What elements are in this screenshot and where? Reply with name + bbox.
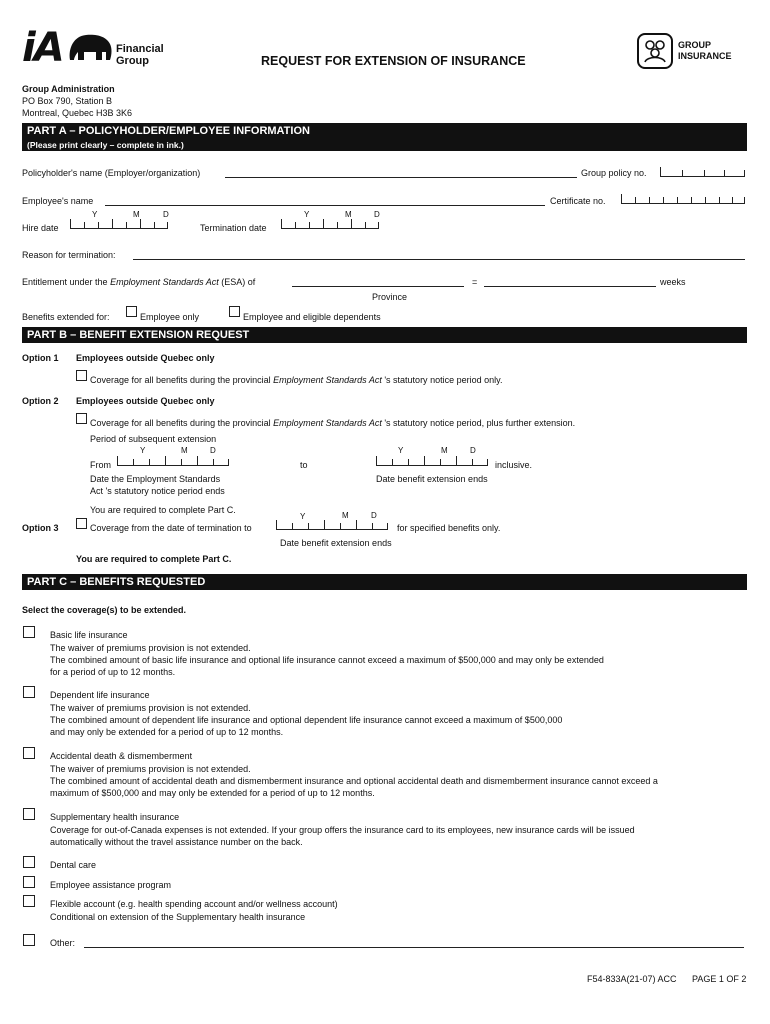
day-label: D bbox=[374, 210, 380, 219]
certificate-label: Certificate no. bbox=[550, 196, 606, 206]
equals-sign: = bbox=[472, 277, 478, 287]
dental-care-checkbox[interactable] bbox=[23, 856, 35, 868]
year-label: Y bbox=[140, 446, 146, 455]
logo-text: Financial Group bbox=[116, 43, 164, 67]
termination-date-field[interactable] bbox=[281, 219, 379, 229]
part-b-heading: PART B – BENEFIT EXTENSION REQUEST bbox=[22, 327, 747, 343]
date-benefit-ends-label: Date benefit extension ends bbox=[376, 474, 488, 484]
dental-care-title: Dental care bbox=[50, 860, 97, 870]
add-line: maximum of $500,000 and may only be extended for a period of up to 12 months. bbox=[50, 788, 375, 798]
employee-name-field[interactable] bbox=[105, 205, 545, 206]
year-label: Y bbox=[304, 210, 310, 219]
dependent-life-title: Dependent life insurance bbox=[50, 690, 150, 700]
weeks-label: weeks bbox=[660, 277, 686, 287]
day-label: D bbox=[470, 446, 476, 455]
dependent-life-line: The combined amount of dependent life insurance and optional dependent life insurance cannot exceed a maximum of $500,000 bbox=[50, 715, 563, 725]
option-3-post-text: for specified benefits only. bbox=[397, 523, 501, 533]
address-line-1: Group Administration bbox=[22, 84, 115, 94]
employee-only-label: Employee only bbox=[140, 312, 200, 322]
other-title: Other: bbox=[50, 938, 76, 948]
reason-label: Reason for termination: bbox=[22, 250, 116, 260]
basic-life-line: The waiver of premiums provision is not extended. bbox=[50, 643, 251, 653]
supplementary-health-title: Supplementary health insurance bbox=[50, 812, 180, 822]
part-c-heading: PART C – BENEFITS REQUESTED bbox=[22, 574, 747, 590]
option-3-date-label: Date benefit extension ends bbox=[280, 538, 392, 548]
year-label: Y bbox=[92, 210, 98, 219]
add-line: The waiver of premiums provision is not extended. bbox=[50, 764, 251, 774]
other-field[interactable] bbox=[84, 947, 744, 948]
date-esa-label-2: Act 's statutory notice period ends bbox=[90, 486, 225, 496]
option-2-label: Option 2 bbox=[22, 396, 59, 406]
policyholder-label: Policyholder's name (Employer/organization) bbox=[22, 168, 201, 178]
inclusive-label: inclusive. bbox=[495, 460, 533, 470]
dependent-life-line: The waiver of premiums provision is not extended. bbox=[50, 703, 251, 713]
basic-life-checkbox[interactable] bbox=[23, 626, 35, 638]
date-esa-label-1: Date the Employment Standards bbox=[90, 474, 221, 484]
period-label: Period of subsequent extension bbox=[90, 434, 217, 444]
hire-date-label: Hire date bbox=[22, 223, 59, 233]
employee-dependents-checkbox[interactable] bbox=[229, 306, 240, 317]
entitlement-label: Entitlement under the Employment Standards Act (ESA) of bbox=[22, 277, 256, 287]
select-coverage-label: Select the coverage(s) to be extended. bbox=[22, 605, 187, 615]
basic-life-line: The combined amount of basic life insurance and optional life insurance cannot exceed a maximum of $500,000 and may only be extended bbox=[50, 655, 604, 665]
option-1-text: Coverage for all benefits during the provincial Employment Standards Act 's statutory notice period only. bbox=[90, 375, 503, 385]
supplementary-health-checkbox[interactable] bbox=[23, 808, 35, 820]
year-label: Y bbox=[398, 446, 404, 455]
page-number: PAGE 1 OF 2 bbox=[692, 974, 747, 984]
group-policy-field[interactable] bbox=[660, 167, 745, 177]
supplementary-health-line: automatically without the travel assistance number on the back. bbox=[50, 837, 303, 847]
benefits-extended-label: Benefits extended for: bbox=[22, 312, 110, 322]
year-label: Y bbox=[300, 512, 306, 521]
logo-ia: iA bbox=[22, 25, 63, 71]
month-label: M bbox=[181, 446, 188, 455]
add-line: The combined amount of accidental death and dismemberment insurance and optional accidental death and dismemberment insurance cannot exceed a bbox=[50, 776, 658, 786]
employee-name-label: Employee's name bbox=[22, 196, 94, 206]
option-1-checkbox[interactable] bbox=[76, 370, 87, 381]
supplementary-health-line: Coverage for out-of-Canada expenses is not extended. If your group offers the insurance card to its employees, new insurance cards will be issued bbox=[50, 825, 635, 835]
month-label: M bbox=[133, 210, 140, 219]
policyholder-field[interactable] bbox=[225, 177, 577, 178]
part-a-subheading: (Please print clearly – complete in ink.) bbox=[22, 139, 747, 151]
flexible-account-title: Flexible account (e.g. health spending account and/or wellness account) bbox=[50, 899, 338, 909]
month-label: M bbox=[342, 511, 349, 520]
day-label: D bbox=[210, 446, 216, 455]
option-3-text: Coverage from the date of termination to bbox=[90, 523, 252, 533]
add-title: Accidental death & dismemberment bbox=[50, 751, 193, 761]
address-line-2: PO Box 790, Station B bbox=[22, 96, 113, 106]
flexible-account-line: Conditional on extension of the Supplementary health insurance bbox=[50, 912, 306, 922]
day-label: D bbox=[371, 511, 377, 520]
employee-only-checkbox[interactable] bbox=[126, 306, 137, 317]
to-label: to bbox=[300, 460, 308, 470]
group-insurance-icon bbox=[637, 33, 673, 69]
address-line-3: Montreal, Quebec H3B 3K6 bbox=[22, 108, 133, 118]
eap-title: Employee assistance program bbox=[50, 880, 172, 890]
from-date-field[interactable] bbox=[117, 456, 229, 466]
group-insurance-label: GROUP INSURANCE bbox=[678, 40, 732, 61]
flexible-account-checkbox[interactable] bbox=[23, 895, 35, 907]
hire-date-field[interactable] bbox=[70, 219, 168, 229]
employee-dependents-label: Employee and eligible dependents bbox=[243, 312, 381, 322]
option-2-text: Coverage for all benefits during the provincial Employment Standards Act 's statutory notice period, plus further extension. bbox=[90, 418, 576, 428]
certificate-field[interactable] bbox=[621, 194, 745, 204]
day-label: D bbox=[163, 210, 169, 219]
month-label: M bbox=[345, 210, 352, 219]
option-3-checkbox[interactable] bbox=[76, 518, 87, 529]
basic-life-title: Basic life insurance bbox=[50, 630, 128, 640]
dependent-life-line: and may only be extended for a period of up to 12 months. bbox=[50, 727, 284, 737]
group-policy-label: Group policy no. bbox=[581, 168, 647, 178]
province-field[interactable] bbox=[292, 286, 464, 287]
option-1-title: Employees outside Quebec only bbox=[76, 353, 215, 363]
complete-part-c-note: You are required to complete Part C. bbox=[90, 505, 236, 515]
complete-part-c-bold-note: You are required to complete Part C. bbox=[76, 554, 232, 564]
province-label: Province bbox=[372, 292, 408, 302]
reason-field[interactable] bbox=[133, 259, 745, 260]
page-title: REQUEST FOR EXTENSION OF INSURANCE bbox=[261, 54, 526, 68]
to-date-field[interactable] bbox=[376, 456, 488, 466]
weeks-field[interactable] bbox=[484, 286, 656, 287]
termination-date-label: Termination date bbox=[200, 223, 267, 233]
dependent-life-checkbox[interactable] bbox=[23, 686, 35, 698]
option-3-label: Option 3 bbox=[22, 523, 59, 533]
elephant-logo-icon bbox=[66, 30, 114, 66]
from-label: From bbox=[90, 460, 111, 470]
option-2-checkbox[interactable] bbox=[76, 413, 87, 424]
option-2-title: Employees outside Quebec only bbox=[76, 396, 215, 406]
basic-life-line: for a period of up to 12 months. bbox=[50, 667, 176, 677]
part-a-heading: PART A – POLICYHOLDER/EMPLOYEE INFORMATION bbox=[22, 123, 747, 139]
form-code: F54-833A(21-07) ACC bbox=[587, 974, 677, 984]
add-checkbox[interactable] bbox=[23, 747, 35, 759]
other-checkbox[interactable] bbox=[23, 934, 35, 946]
option-3-date-field[interactable] bbox=[276, 520, 388, 530]
month-label: M bbox=[441, 446, 448, 455]
option-1-label: Option 1 bbox=[22, 353, 59, 363]
eap-checkbox[interactable] bbox=[23, 876, 35, 888]
